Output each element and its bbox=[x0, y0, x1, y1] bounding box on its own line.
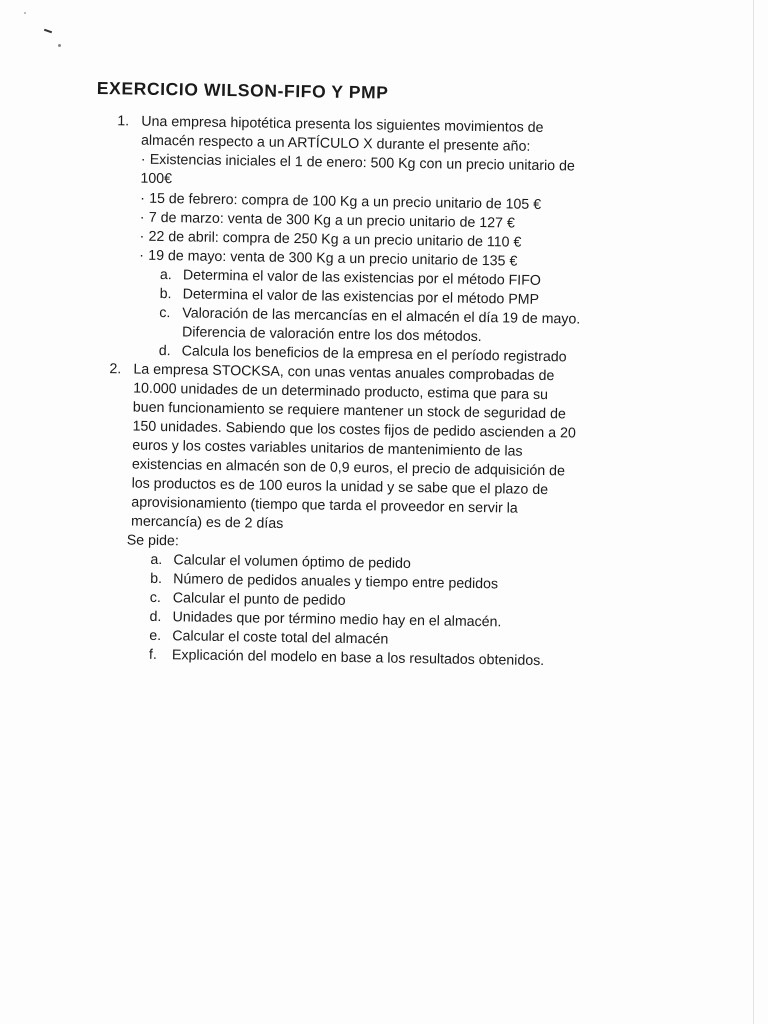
question-letter: b. bbox=[159, 285, 172, 303]
exercise-text-line: 10.000 unidades de un determinado producto, estima que para su bbox=[133, 380, 549, 404]
question-letter: d. bbox=[149, 608, 162, 626]
question-text: Calcular el coste total del almacén bbox=[172, 628, 389, 648]
question-letter: f. bbox=[148, 646, 157, 663]
movement-item: 15 de febrero: compra de 100 Kg a un precio unitario de 105 € bbox=[149, 190, 542, 213]
question-text: Valoración de las mercancías en el almacén el día 19 de mayo. bbox=[182, 305, 581, 328]
exercise-text-line: almacén respecto a un ARTÍCULO X durante el presente año: bbox=[140, 132, 531, 155]
question-text: Número de pedidos anuales y tiempo entre pedidos bbox=[173, 571, 499, 593]
question-letter: c. bbox=[149, 589, 162, 607]
exercise-text-line: Una empresa hipotética presenta los siguientes movimientos de bbox=[141, 113, 544, 136]
movement-item: 19 de mayo: venta de 300 Kg a un precio unitario de 135 € bbox=[148, 247, 518, 270]
question-text-continuation: Diferencia de valoración entre los dos métodos. bbox=[181, 324, 482, 346]
document-title: EXERCICIO WILSON-FIFO Y PMP bbox=[96, 77, 389, 103]
bullet-marker: · bbox=[139, 247, 145, 264]
question-text: Unidades que por término medio hay en el almacén. bbox=[172, 609, 502, 631]
movement-item: Existencias iniciales el 1 de enero: 500 Kg con un precio unitario de bbox=[149, 151, 575, 175]
exercise-number: 1. bbox=[117, 113, 130, 130]
question-letter: c. bbox=[159, 304, 171, 322]
exercise-text-line: los productos es de 100 euros la unidad y se sabe que el plazo de bbox=[131, 475, 549, 499]
bullet-marker: · bbox=[139, 209, 145, 226]
movement-item: 22 de abril: compra de 250 Kg a un precio unitario de 110 € bbox=[148, 228, 522, 251]
question-letter: e. bbox=[149, 627, 162, 645]
exercise-text-line: existencias en almacén son de 0,9 euros, el precio de adquisición de bbox=[131, 456, 566, 480]
question-text: Calcular el volumen óptimo de pedido bbox=[173, 552, 411, 572]
question-text: Calcula los beneficios de la empresa en el período registrado bbox=[181, 343, 567, 366]
exercise-text-line: 150 unidades. Sabiendo que los costes fijos de pedido ascienden a 20 bbox=[132, 418, 576, 442]
question-text: Determina el valor de las existencias por el método PMP bbox=[182, 286, 540, 308]
exercise-text-line: buen funcionamiento se requiere mantener un stock de seguridad de bbox=[132, 399, 566, 423]
bullet-marker: · bbox=[139, 228, 145, 245]
bullet-marker: · bbox=[140, 190, 146, 207]
question-text: Determina el valor de las existencias por el método FIFO bbox=[182, 267, 542, 289]
question-letter: b. bbox=[150, 570, 163, 588]
bullet-marker: · bbox=[140, 151, 146, 168]
exercise-text-line: mercancía) es de 2 días bbox=[130, 513, 284, 532]
question-text: Explicación del modelo en base a los resultados obtenidos. bbox=[171, 647, 545, 670]
exercise-text-line: aprovisionamiento (tiempo que tarda el proveedor en servir la bbox=[131, 494, 518, 517]
se-pide-label: Se pide: bbox=[126, 532, 179, 550]
movement-item: 7 de marzo: venta de 300 Kg a un precio unitario de 127 € bbox=[148, 209, 515, 232]
question-letter: a. bbox=[159, 266, 172, 284]
question-letter: a. bbox=[150, 551, 163, 569]
movement-item: 100€ bbox=[140, 170, 173, 188]
exercise-text-line: euros y los costes variables unitarios de mantenimiento de las bbox=[132, 437, 523, 460]
exercise-text-line: La empresa STOCKSA, con unas ventas anuales comprobadas de bbox=[133, 361, 555, 385]
exercise-number: 2. bbox=[109, 361, 122, 378]
question-text: Calcular el punto de pedido bbox=[172, 590, 346, 609]
question-letter: d. bbox=[158, 342, 171, 360]
